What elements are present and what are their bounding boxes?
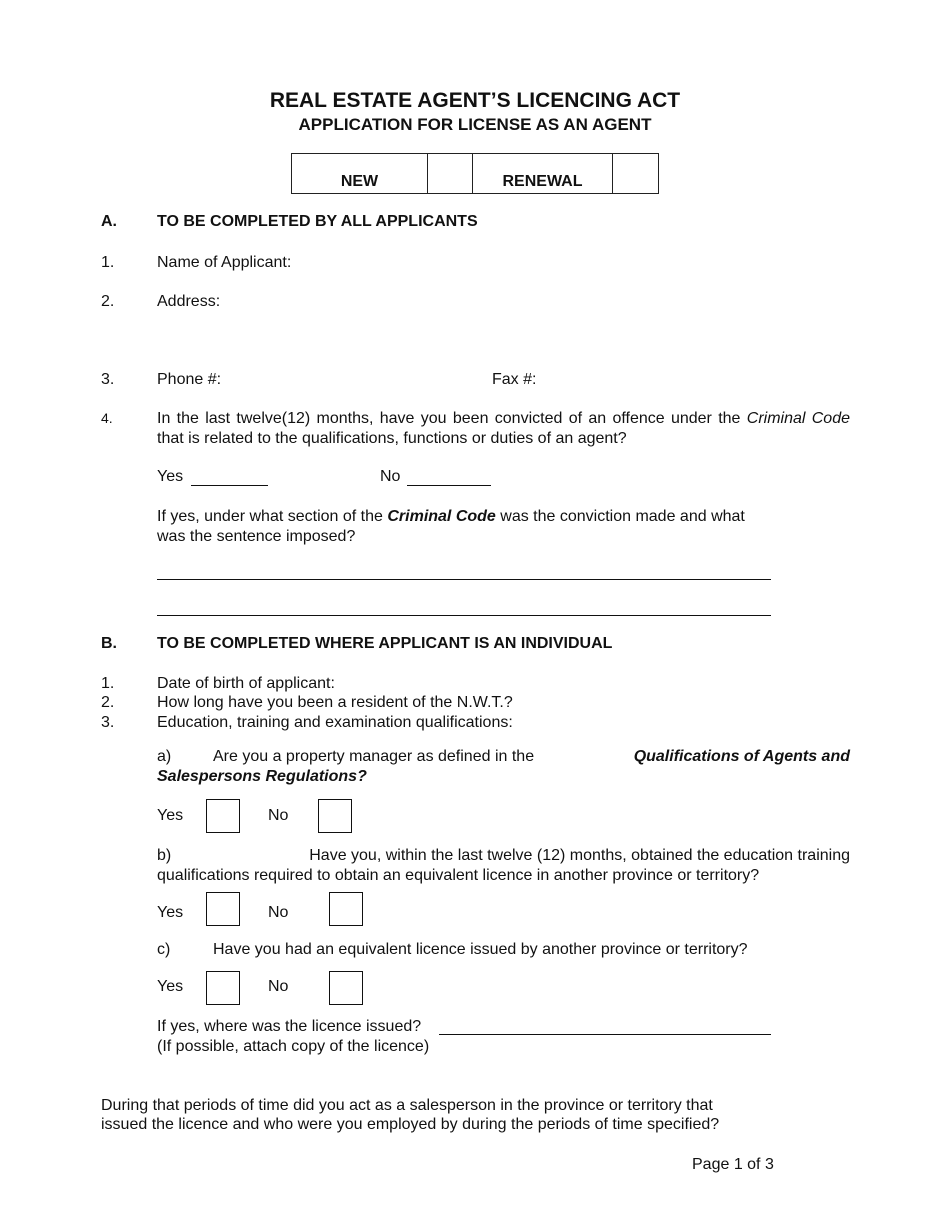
- ifyes-part3: was the sentence imposed?: [157, 528, 356, 545]
- section-b-heading: TO BE COMPLETED WHERE APPLICANT IS AN INDIVIDUAL: [157, 635, 613, 652]
- fax-label: Fax #:: [492, 371, 537, 388]
- type-new-checkbox[interactable]: [428, 154, 473, 193]
- qc-letter: c): [157, 941, 171, 958]
- qb-line1: Have you, within the last twelve (12) months, obtained the education training: [309, 847, 850, 864]
- closing-question-line2: issued the licence and who were you employed by during the periods of time specified?: [101, 1116, 720, 1133]
- qa-yes-label: Yes: [157, 807, 184, 824]
- residency-label: How long have you been a resident of the N.W.T.?: [157, 694, 513, 711]
- a-q1-number: 1.: [101, 254, 115, 271]
- qb-letter: b): [157, 847, 172, 864]
- qb-line2: qualifications required to obtain an equivalent licence in another province or territory?: [157, 867, 760, 884]
- qc-yes-checkbox[interactable]: [206, 971, 240, 1005]
- a-q2-number: 2.: [101, 293, 115, 310]
- page-number: Page 1 of 3: [692, 1156, 774, 1173]
- form-title: REAL ESTATE AGENT’S LICENCING ACT: [269, 89, 681, 112]
- qb-no-checkbox[interactable]: [329, 892, 363, 926]
- conviction-answer-line-2[interactable]: [157, 615, 771, 616]
- type-renewal-label: RENEWAL: [473, 154, 613, 193]
- qc-yes-label: Yes: [157, 978, 184, 995]
- qa-yes-checkbox[interactable]: [206, 799, 240, 833]
- ifyes-part1: If yes, under what section of the: [157, 508, 388, 525]
- q4-criminal-italic: Criminal: [746, 410, 806, 427]
- qa-text: Are you a property manager as defined in the: [213, 748, 535, 765]
- date-of-birth-label: Date of birth of applicant:: [157, 675, 335, 692]
- q4-code-italic: Code: [811, 410, 850, 427]
- conviction-answer-line-1[interactable]: [157, 579, 771, 580]
- question-b: [157, 846, 850, 886]
- qc-no-label: No: [268, 978, 289, 995]
- licence-issued-label: If yes, where was the licence issued?: [157, 1018, 422, 1035]
- criminal-code-bold: Criminal Code: [387, 508, 496, 525]
- closing-question-line1: During that periods of time did you act as a salesperson in the province or territory that: [101, 1097, 713, 1114]
- conviction-question: [157, 409, 850, 449]
- attach-copy-note: (If possible, attach copy of the licence): [157, 1038, 430, 1055]
- qc-no-checkbox[interactable]: [329, 971, 363, 1005]
- section-a-heading: TO BE COMPLETED BY ALL APPLICANTS: [157, 213, 478, 230]
- a-q3-number: 3.: [101, 371, 115, 388]
- question-a: [157, 747, 850, 787]
- qa-no-label: No: [268, 807, 289, 824]
- address-label: Address:: [157, 293, 221, 310]
- qa-letter: a): [157, 748, 172, 765]
- form-subtitle: APPLICATION FOR LICENSE AS AN AGENT: [298, 115, 652, 134]
- a-yes-label: Yes: [157, 468, 184, 485]
- qb-yes-checkbox[interactable]: [206, 892, 240, 926]
- q4-text-part1: In the last twelve(12) months, have you been convicted of an offence under the: [157, 410, 747, 427]
- application-type-table: [291, 153, 659, 194]
- b-q2-number: 2.: [101, 694, 115, 711]
- qualifications-label: Education, training and examination qualifications:: [157, 714, 513, 731]
- a-yes-answer-line[interactable]: [191, 485, 268, 486]
- qa-regulation-part2: Salespersons Regulations?: [157, 768, 367, 785]
- phone-label: Phone #:: [157, 371, 222, 388]
- qb-yes-label: Yes: [157, 904, 184, 921]
- section-a-letter: A.: [101, 213, 117, 230]
- qb-no-label: No: [268, 904, 289, 921]
- name-of-applicant-label: Name of Applicant:: [157, 254, 292, 271]
- a-q4-number: 4.: [101, 410, 113, 426]
- if-yes-section-question: [157, 507, 745, 547]
- q4-text-part2: that is related to the qualifications, functions or duties of an agent?: [157, 430, 627, 447]
- type-new-label: NEW: [292, 154, 428, 193]
- type-renewal-checkbox[interactable]: [613, 154, 658, 193]
- a-no-answer-line[interactable]: [407, 485, 491, 486]
- ifyes-part2: was the conviction made and what: [495, 508, 745, 525]
- a-no-label: No: [380, 468, 401, 485]
- section-b-letter: B.: [101, 635, 117, 652]
- qc-text: Have you had an equivalent licence issued by another province or territory?: [213, 941, 748, 958]
- b-q1-number: 1.: [101, 675, 115, 692]
- qa-no-checkbox[interactable]: [318, 799, 352, 833]
- qa-regulation-part1: Qualifications of Agents and: [633, 748, 850, 765]
- licence-issued-line[interactable]: [439, 1034, 771, 1035]
- b-q3-number: 3.: [101, 714, 115, 731]
